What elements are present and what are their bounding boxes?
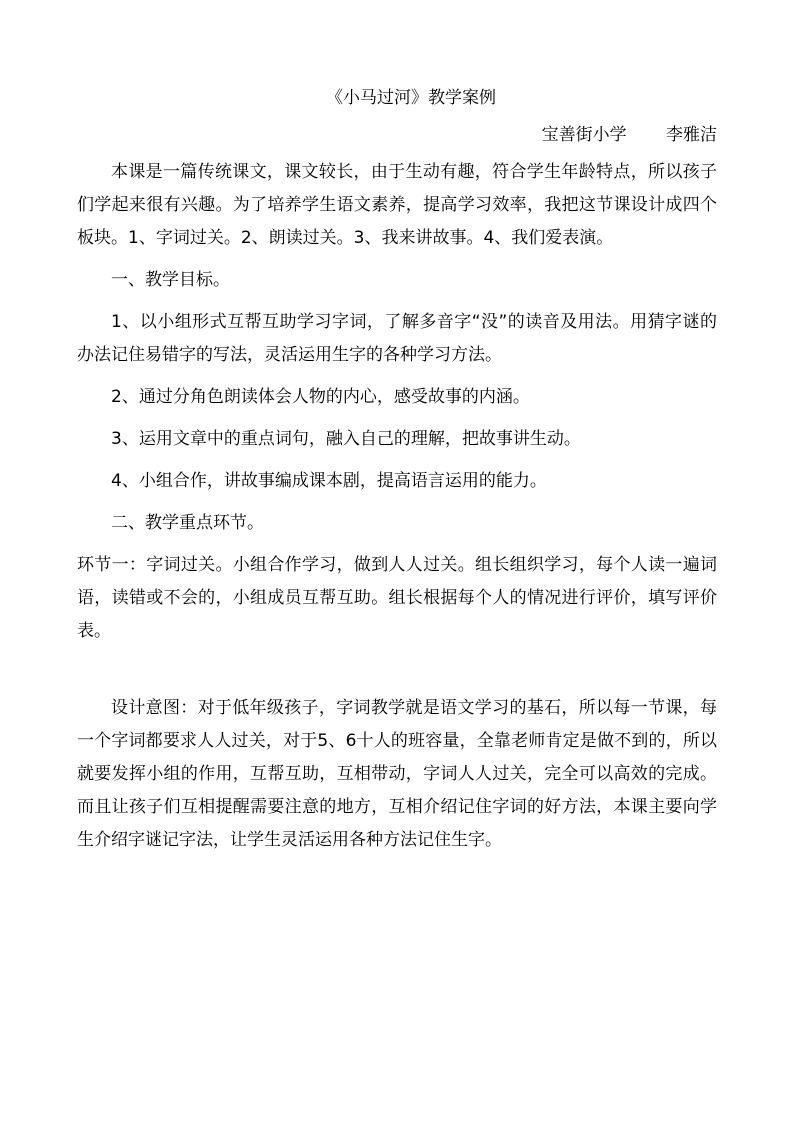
design-intent-paragraph: 设计意图：对于低年级孩子，字词教学就是语文学习的基石，所以每一节课，每一个字词都要求人人过关，对于5、6十人的班容量，全靠老师肯定是做不到的，所以就要发挥小组的作用，互帮互助，互相带动，字词人人过关，完全可以高效的完成。而且让孩子们互相提醒需要注意的地方，互相介绍记住字词的好方法，本课主要向学生介绍字谜记字法，让学生灵活运用各种方法记住生字。	[77, 698, 717, 850]
objective-item-3: 3、运用文章中的重点词句，融入自己的理解，把故事讲生动。	[111, 429, 581, 449]
document-body	[77, 82, 717, 866]
objective-item-2: 2、通过分角色朗读体会人物的内心，感受故事的内涵。	[111, 387, 530, 407]
section-heading-objectives: 一、教学目标。	[111, 270, 230, 290]
document-title: 《小马过河》教学案例	[326, 88, 496, 108]
intro-paragraph: 本课是一篇传统课文，课文较长，由于生动有趣，符合学生年龄特点，所以孩子们学起来很有兴趣。为了培养学生语文素养，提高学习效率，我把这节课设计成四个板块。1、字词过关。2、朗读过关。3、我来讲故事。4、我们爱表演。	[77, 162, 717, 248]
section-heading-key-steps: 二、教学重点环节。	[111, 513, 264, 533]
objective-item-1: 1、以小组形式互帮互助学习字词，了解多音字“没”的读音及用法。用猜字谜的办法记住易错字的写法，灵活运用生字的各种学习方法。	[77, 312, 717, 365]
step-one-paragraph: 环节一：字词过关。小组合作学习，做到人人过关。组长组织学习，每个人读一遍词语，读错或不会的，小组成员互帮互助。组长根据每个人的情况进行评价，填写评价表。	[77, 555, 717, 641]
objective-item-4: 4、小组合作，讲故事编成课本剧，提高语言运用的能力。	[111, 471, 547, 491]
author-line: 宝善街小学 李雅洁	[541, 125, 717, 145]
